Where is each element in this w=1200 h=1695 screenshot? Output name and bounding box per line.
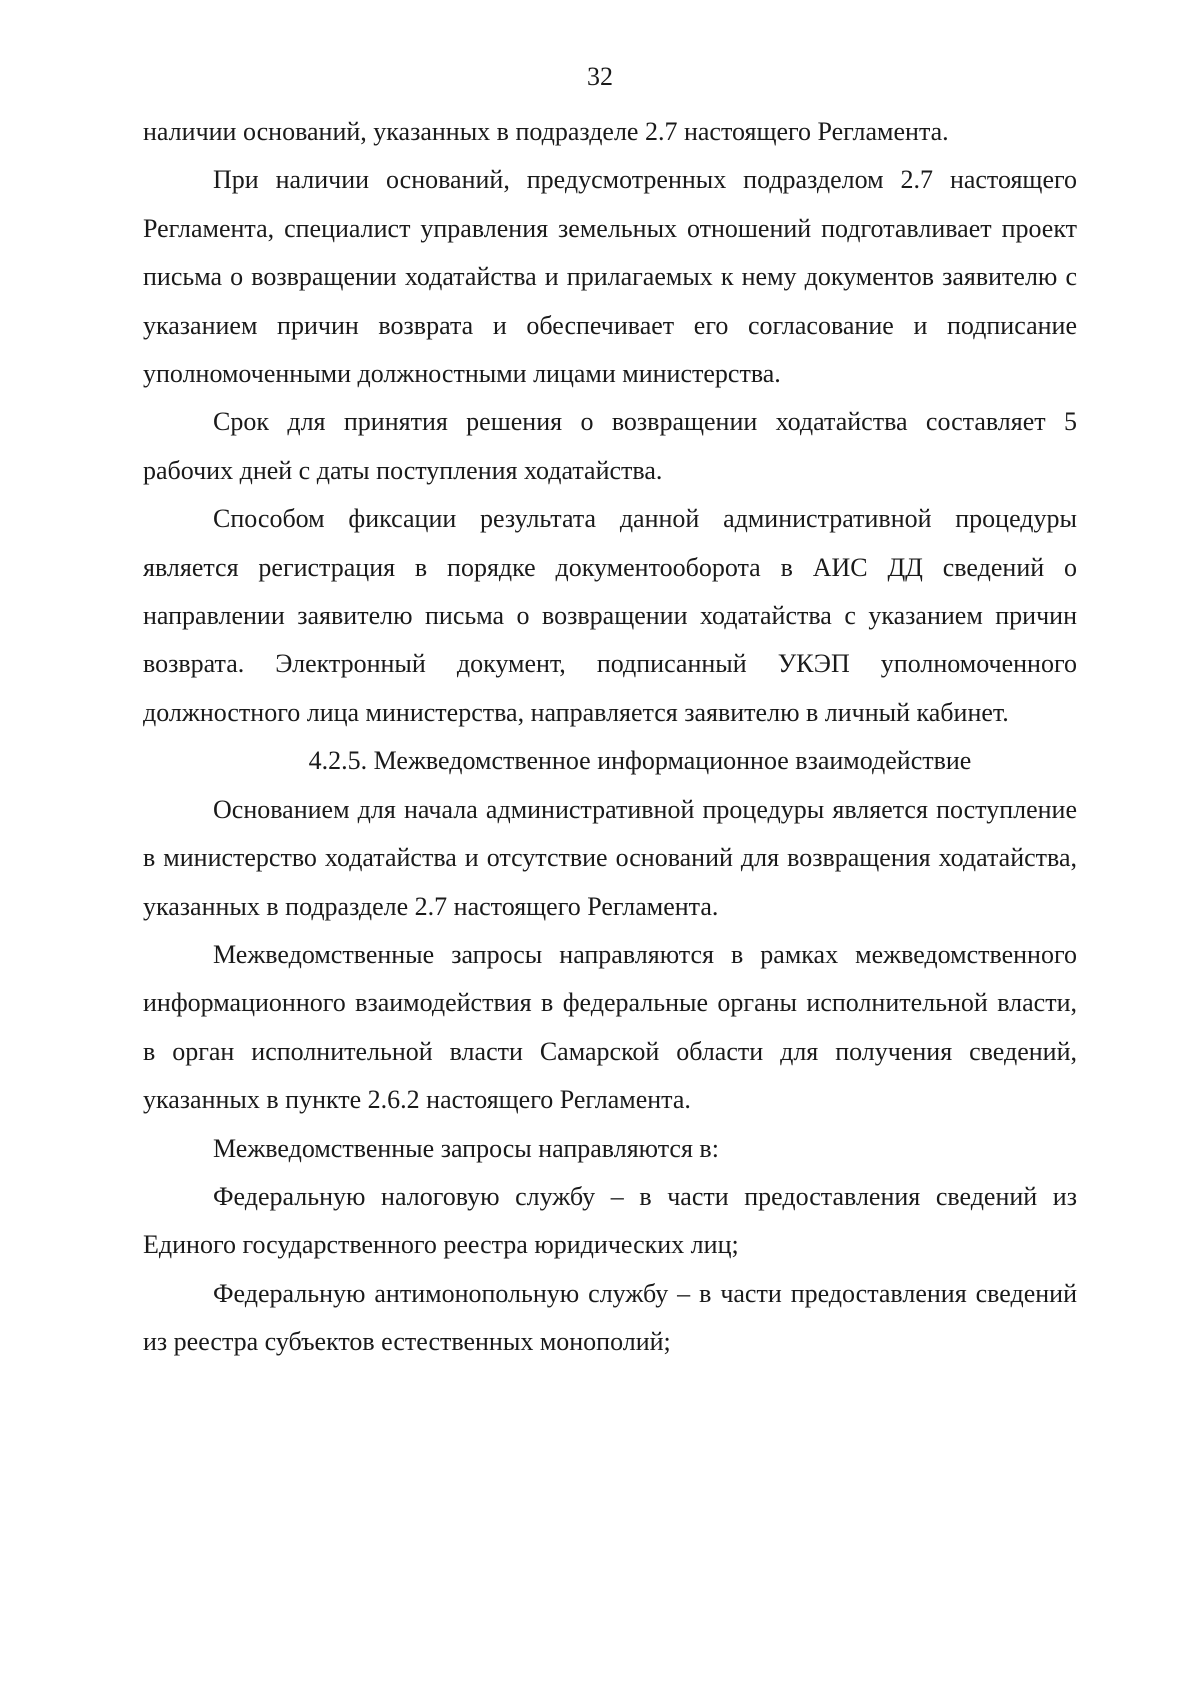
paragraph-return-grounds: При наличии оснований, предусмотренных подразделом 2.7 настоящего Регламента, специалист управления земельных отношений подготавливает проект письма о возвращении ходатайства и прилагаемых к нему документов заявителю с указанием причин возврата и обеспечивает его согласование и подписание уполномоченными должностными лицами министерства. <box>143 165 1077 389</box>
section-heading: 4.2.5. Межведомственное информационное взаимодействие <box>308 746 972 776</box>
paragraph-requests-sent-to: Межведомственные запросы направляются в: <box>213 1133 719 1163</box>
paragraph-procedure-basis: Основанием для начала административной процедуры является поступление в министерство ходатайства и отсутствие оснований для возвращения ходатайства, указанных в подразделе 2.7 настоящего Регламента. <box>143 794 1077 921</box>
paragraph-continuation: наличии оснований, указанных в подразделе 2.7 настоящего Регламента. <box>143 117 949 146</box>
paragraph-result-fixation: Способом фиксации результата данной административной процедуры является регистрация в порядке документооборота в АИС ДД сведений о направлении заявителю письма о возвращении ходатайства с указанием причин возврата. Электронный документ, подписанный УКЭП уполномоченного должностного лица министерства, направляется заявителю в личный кабинет. <box>143 504 1077 727</box>
page-number: 32 <box>587 62 613 91</box>
list-item-tax-service: Федеральную налоговую службу – в части предоставления сведений из Единого государственного реестра юридических лиц; <box>143 1181 1077 1260</box>
list-item-antimonopoly-service: Федеральную антимонопольную службу – в части предоставления сведений из реестра субъектов естественных монополий; <box>143 1278 1077 1357</box>
document-body <box>143 108 1077 1367</box>
paragraph-interagency-requests: Межведомственные запросы направляются в рамках межведомственного информационного взаимодействия в федеральные органы исполнительной власти, в орган исполнительной власти Самарской области для получения сведений, указанных в пункте 2.6.2 настоящего Регламента. <box>143 939 1077 1115</box>
paragraph-return-deadline: Срок для принятия решения о возвращении ходатайства составляет 5 рабочих дней с даты поступления ходатайства. <box>143 407 1077 485</box>
